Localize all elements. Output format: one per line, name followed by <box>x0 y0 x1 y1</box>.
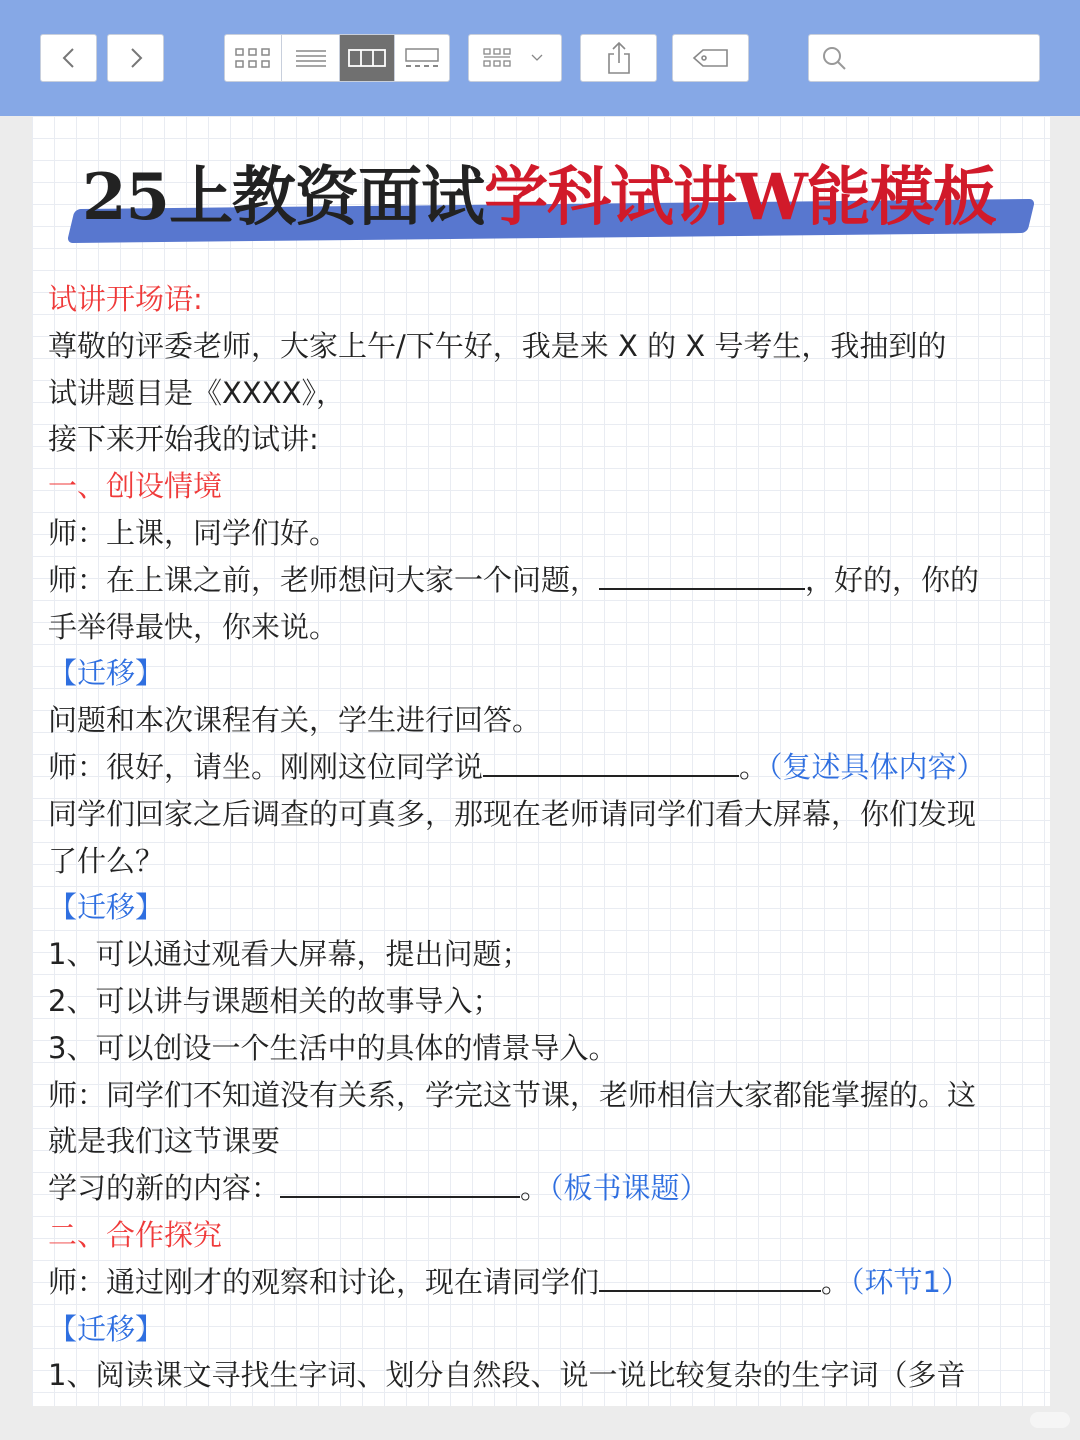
forward-button[interactable] <box>107 34 164 82</box>
fill-in-blank <box>280 1166 520 1198</box>
title-black-part: 25上教资面试 <box>82 160 485 235</box>
line-text: 师：通过刚才的观察和讨论，现在请同学们 <box>48 1264 600 1299</box>
chevron-right-icon <box>126 46 146 70</box>
transfer-tag: 【迁移】 <box>48 656 165 691</box>
fill-in-blank <box>599 558 805 590</box>
tag-button[interactable] <box>672 34 749 82</box>
text-line: 问题和本次课程有关，学生进行回答。 <box>48 703 542 738</box>
tag-icon <box>691 46 731 70</box>
line-text: 师：很好，请坐。刚刚这位同学说 <box>48 749 484 784</box>
line-text: 师：在上课之前，老师想问大家一个问题， <box>48 562 600 597</box>
list-item: 1、可以通过观看大屏幕，提出问题； <box>48 937 531 972</box>
chevron-left-icon <box>59 46 79 70</box>
fill-in-line <box>48 1259 1048 1306</box>
list-view-button[interactable] <box>282 35 339 81</box>
title-block <box>72 156 1032 244</box>
page-title <box>82 154 1042 242</box>
list-item: 3、可以创设一个生活中的具体的情景导入。 <box>48 1030 618 1065</box>
text-line: 手举得最快，你来说。 <box>48 609 339 644</box>
line-text: 。 <box>520 1171 550 1206</box>
list-item: 1、阅读课文寻找生字词、划分自然段、说一说比较复杂的生字词（多音 <box>48 1358 966 1393</box>
finder-toolbar <box>0 0 1080 116</box>
fill-in-blank <box>483 745 739 777</box>
text-line: 尊敬的评委老师，大家上午/下午好，我是来 X 的 X 号考生，我抽到的 <box>48 328 947 363</box>
annotation-note: （环节1） <box>850 1264 970 1299</box>
back-button[interactable] <box>40 34 97 82</box>
line-text: ，好的，你的 <box>805 562 980 597</box>
text-line: 师：同学们不知道没有关系，学完这节课，老师相信大家都能掌握的。这 <box>48 1077 977 1112</box>
search-field[interactable] <box>808 34 1040 82</box>
column-view-icon <box>347 46 387 70</box>
line-text: 。 <box>821 1264 851 1299</box>
annotation-note: （复述具体内容） <box>768 749 986 784</box>
text-line: 师：上课，同学们好。 <box>48 515 339 550</box>
text-line: 同学们回家之后调查的可真多，那现在老师请同学们看大屏幕，你们发现 <box>48 796 977 831</box>
document-body <box>48 276 1048 1399</box>
annotation-note: （板书课题） <box>549 1171 709 1206</box>
transfer-tag: 【迁移】 <box>48 890 165 925</box>
fill-in-blank <box>599 1260 821 1292</box>
scroll-indicator[interactable] <box>1030 1412 1070 1428</box>
text-line: 接下来开始我的试讲: <box>48 422 319 457</box>
search-input[interactable] <box>855 47 1029 70</box>
search-icon <box>821 45 847 71</box>
icon-grid-view-icon <box>233 46 273 70</box>
list-item: 2、可以讲与课题相关的故事导入； <box>48 983 502 1018</box>
line-text: 学习的新的内容： <box>48 1171 281 1206</box>
title-red-part: 学科试讲W能模板 <box>484 160 996 235</box>
fill-in-line <box>48 557 1048 604</box>
group-by-icon <box>480 46 550 70</box>
fill-in-line <box>48 744 1048 791</box>
fill-in-line <box>48 1165 1048 1212</box>
line-text: 。 <box>739 749 769 784</box>
section-heading-1: 一、创设情境 <box>48 469 223 504</box>
gallery-view-button[interactable] <box>395 35 449 81</box>
text-line: 就是我们这节课要 <box>48 1124 281 1159</box>
section-heading-opening: 试讲开场语: <box>48 282 203 316</box>
gallery-view-icon <box>402 46 442 70</box>
share-icon <box>604 41 634 75</box>
icon-view-button[interactable] <box>225 35 282 81</box>
column-view-button[interactable] <box>340 35 396 81</box>
share-button[interactable] <box>580 34 657 82</box>
section-heading-2: 二、合作探究 <box>48 1217 223 1252</box>
list-view-icon <box>293 46 329 70</box>
transfer-tag: 【迁移】 <box>48 1311 165 1346</box>
group-by-button[interactable] <box>468 34 562 82</box>
text-line: 了什么？ <box>48 843 165 878</box>
document-page <box>32 116 1050 1406</box>
view-mode-selector <box>224 34 450 82</box>
text-line: 试讲题目是《XXXX》， <box>48 375 345 410</box>
